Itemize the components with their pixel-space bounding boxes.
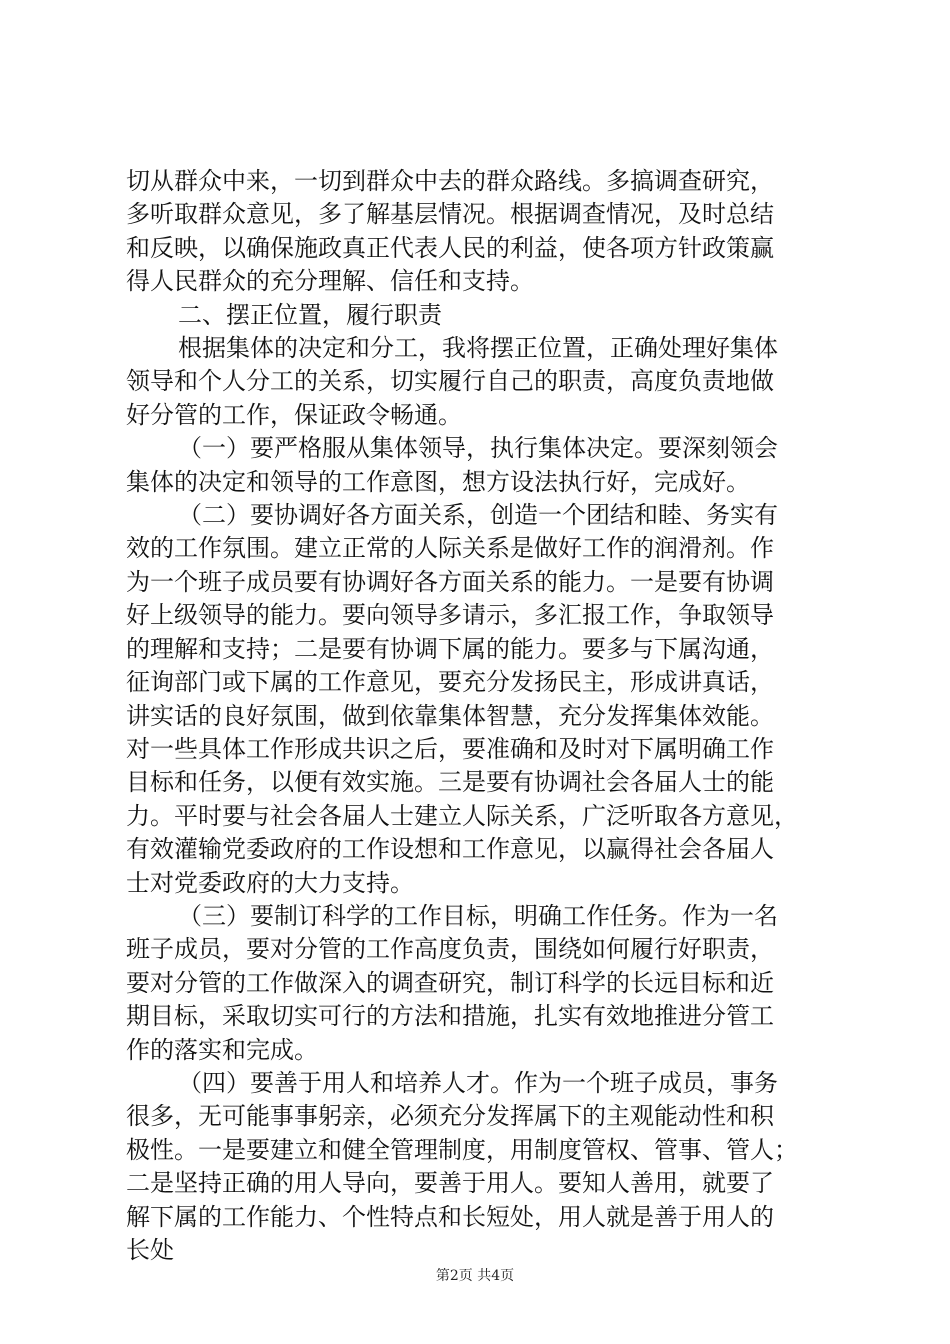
text-line: 的理解和支持；二是要有协调下属的能力。要多与下属沟通， — [126, 635, 774, 663]
text-line: 讲实话的良好氛围，做到依靠集体智慧，充分发挥集体效能。 — [126, 702, 774, 730]
text-line: （一）要严格服从集体领导，执行集体决定。要深刻领会 — [178, 434, 778, 462]
text-line: 解下属的工作能力、个性特点和长短处，用人就是善于用人的 — [126, 1203, 774, 1231]
text-line: 好上级领导的能力。要向领导多请示，多汇报工作，争取领导 — [126, 601, 774, 629]
text-line: 期目标，采取切实可行的方法和措施，扎实有效地推进分管工 — [126, 1002, 774, 1030]
text-line: 很多，无可能事事躬亲，必须充分发挥属下的主观能动性和积 — [126, 1102, 774, 1130]
text-line: 和反映，以确保施政真正代表人民的利益，使各项方针政策赢 — [126, 234, 774, 262]
text-line: 好分管的工作，保证政令畅通。 — [126, 401, 462, 429]
text-line: 要对分管的工作做深入的调查研究，制订科学的长远目标和近 — [126, 969, 774, 997]
text-line: 领导和个人分工的关系，切实履行自己的职责，高度负责地做 — [126, 367, 774, 395]
text-line: 二是坚持正确的用人导向，要善于用人。要知人善用，就要了 — [126, 1169, 774, 1197]
text-line: 效的工作氛围。建立正常的人际关系是做好工作的润滑剂。作 — [126, 534, 774, 562]
text-line: 目标和任务，以便有效实施。三是要有协调社会各届人士的能 — [126, 768, 774, 796]
text-line: 对一些具体工作形成共识之后，要准确和及时对下属明确工作 — [126, 735, 774, 763]
section-heading: 二、摆正位置，履行职责 — [178, 301, 442, 329]
text-line: 为一个班子成员要有协调好各方面关系的能力。一是要有协调 — [126, 568, 774, 596]
text-line: 得人民群众的充分理解、信任和支持。 — [126, 267, 534, 295]
text-line: （二）要协调好各方面关系，创造一个团结和睦、务实有 — [178, 501, 778, 529]
text-line: 作的落实和完成。 — [126, 1036, 318, 1064]
text-line: 班子成员，要对分管的工作高度负责，围绕如何履行好职责， — [126, 935, 774, 963]
page-footer: 第2页 共4页 — [435, 1268, 515, 1284]
text-line: （四）要善于用人和培养人才。作为一个班子成员，事务 — [178, 1069, 778, 1097]
text-line: 极性。一是要建立和健全管理制度，用制度管权、管事、管人； — [126, 1136, 798, 1164]
text-line: 力。平时要与社会各届人士建立人际关系，广泛听取各方意见， — [126, 802, 798, 830]
text-line: 征询部门或下属的工作意见，要充分发扬民主，形成讲真话， — [126, 668, 774, 696]
text-line: （三）要制订科学的工作目标，明确工作任务。作为一名 — [178, 902, 778, 930]
text-line: 长处 — [126, 1236, 174, 1264]
text-line: 多听取群众意见，多了解基层情况。根据调查情况，及时总结 — [126, 200, 774, 228]
text-line: 有效灌输党委政府的工作设想和工作意见，以赢得社会各届人 — [126, 835, 774, 863]
text-line: 切从群众中来，一切到群众中去的群众路线。多搞调查研究， — [126, 167, 774, 195]
text-line: 根据集体的决定和分工，我将摆正位置，正确处理好集体 — [178, 334, 778, 362]
text-line: 士对党委政府的大力支持。 — [126, 869, 414, 897]
text-line: 集体的决定和领导的工作意图，想方设法执行好，完成好。 — [126, 468, 750, 496]
